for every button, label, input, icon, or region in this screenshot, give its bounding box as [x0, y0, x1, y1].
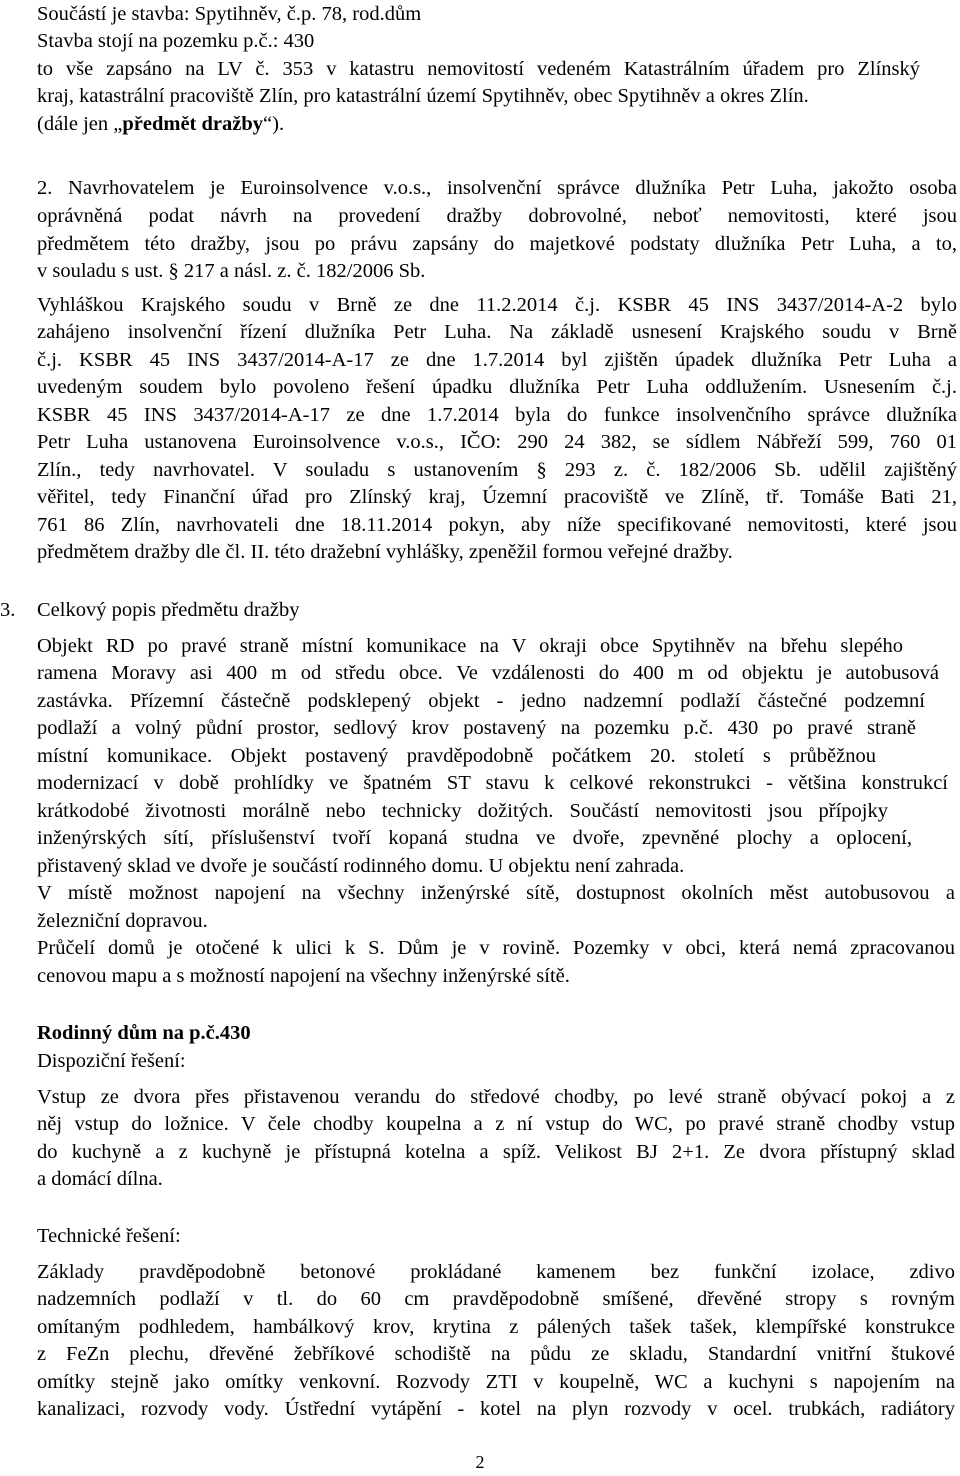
technical-label: Technické řešení:: [37, 1225, 181, 1247]
section2-line: v souladu s ust. § 217 a násl. z. č. 182/2006 Sb.: [37, 260, 426, 282]
intro-line-4: kraj, katastrální pracoviště Zlín, pro katastrální území Spytihněv, obec Spytihněv a okres Zlín.: [37, 85, 809, 107]
section2-line: KSBR 45 INS 3437/2014-A-17 ze dne 1.7.2014 byla do funkce insolvenčního správce dlužníka: [37, 404, 957, 426]
section3-line: železniční dopravou.: [37, 910, 208, 932]
section2-line: č.j. KSBR 45 INS 3437/2014-A-17 ze dne 1.7.2014 byl zjištěn úpadek dlužníka Petr Luha a: [37, 349, 957, 371]
intro-line-3: to vše zapsáno na LV č. 353 v katastru nemovitostí vedeném Katastrálním úřadem pro Zlínský: [37, 58, 920, 80]
section2-line: 2. Navrhovatelem je Euroinsolvence v.o.s., insolvenční správce dlužníka Petr Luha, jakožto osoba: [37, 177, 957, 199]
section3-line: přistavený sklad ve dvoře je součástí rodinného domu. U objektu není zahrada.: [37, 855, 685, 877]
section3-line: místní komunikace. Objekt postavený pravděpodobně počátkem 20. století s průběžnou: [37, 745, 876, 767]
section2-line: Vyhláškou Krajského soudu v Brně ze dne 11.2.2014 č.j. KSBR 45 INS 3437/2014-A-2 bylo: [37, 294, 957, 316]
section3-line: ramena Moravy asi 400 m od středu obce. Ve vzdálenosti do 400 m od objektu je autobusová: [37, 662, 939, 684]
section2-line: věřitel, tedy Finanční úřad pro Zlínský kraj, Územní pracoviště ve Zlíně, tř. Tomáše Bati 21,: [37, 486, 957, 508]
intro-line-2: Stavba stojí na pozemku p.č.: 430: [37, 30, 315, 52]
page-number: 2: [475, 1452, 485, 1472]
intro-line-5-suffix: “).: [263, 113, 285, 135]
section2-line: uvedeným soudem bylo povoleno řešení úpadku dlužníka Petr Luha oddlužením. Usnesením č.j.: [37, 376, 957, 398]
section2-line: 761 86 Zlín, navrhovateli dne 18.11.2014 pokyn, aby níže specifikované nemovitosti, které jsou: [37, 514, 957, 536]
disposition-line: a domácí dílna.: [37, 1168, 163, 1190]
technical-line: omítky stejně jako omítky venkovní. Rozvody ZTI v koupelně, WC a kuchyni s napojením na: [37, 1371, 955, 1393]
section3-line: V místě možnost napojení na všechny inženýrské sítě, dostupnost okolních měst autobusovou a: [37, 882, 955, 904]
section3-line: krátkodobé životnosti morálně nebo technicky dožitých. Součástí nemovitosti jsou přípojky: [37, 800, 888, 822]
intro-line-1: Součástí je stavba: Spytihněv, č.p. 78, rod.dům: [37, 3, 422, 25]
section3-number: 3.: [0, 599, 16, 621]
section3-line: modernizací v době prohlídky ve špatném ST stavu k celkové rekonstrukci - většina konstrukcí: [37, 772, 948, 794]
section2-line: předmětem dražby dle čl. II. této dražební vyhlášky, zpeněžil formou veřejné dražby.: [37, 541, 733, 563]
section3-heading: Celkový popis předmětu dražby: [37, 599, 300, 621]
house-title: Rodinný dům na p.č.430: [37, 1022, 251, 1044]
disposition-line: něj vstup do ložnice. V čele chodby koupelna a z ní vstup do WC, po pravé straně chodby vstup: [37, 1113, 955, 1135]
disposition-line: do kuchyně a z kuchyně je přístupná kotelna a spíž. Velikost BJ 2+1. Ze dvora přístupný sklad: [37, 1141, 955, 1163]
disposition-line: Vstup ze dvora přes přistavenou verandu do středové chodby, po levé straně obývací pokoj a z: [37, 1086, 955, 1108]
technical-line: kanalizaci, rozvody vody. Ústřední vytápění - kotel na plyn rozvody v ocel. trubkách, radiátory: [37, 1398, 955, 1420]
section3-line: inženýrských sítí, příslušenství tvoří kopaná studna ve dvoře, zpevněné plochy a oplocení,: [37, 827, 912, 849]
section3-line: Průčelí domů je otočené k ulici k S. Dům je v rovině. Pozemky v obci, která nemá zpracovanou: [37, 937, 955, 959]
technical-line: omítaným podhledem, hambálkový krov, krytina z pálených tašek tašek, klempířské konstrukce: [37, 1316, 955, 1338]
subject-term: předmět dražby: [122, 113, 264, 135]
technical-line: nadzemních podlaží v tl. do 60 cm pravděpodobně smíšené, dřevěné stropy s rovným: [37, 1288, 955, 1310]
technical-line: Základy pravděpodobně betonové prokládané kamenem bez funkční izolace, zdivo: [37, 1261, 955, 1283]
technical-line: z FeZn plechu, dřevěné žebříkové schodiště na půdu ze skladu, Standardní vnitřní štukové: [37, 1343, 955, 1365]
section2-line: Petr Luha ustanovena Euroinsolvence v.o.s., IČO: 290 24 382, se sídlem Nábřeží 599, 760 01: [37, 431, 957, 453]
section3-line: Objekt RD po pravé straně místní komunikace na V okraji obce Spytihněv na břehu slepého: [37, 635, 903, 657]
intro-line-5: [37, 111, 284, 138]
section3-line: zastávka. Přízemní částečně podsklepený objekt - jedno nadzemní podlaží částečné podzemní: [37, 690, 925, 712]
section2-line: Zlín., tedy navrhovatel. V souladu s ustanovením § 293 z. č. 182/2006 Sb. udělil zajištěný: [37, 459, 957, 481]
section2-line: zahájeno insolvenční řízení dlužníka Petr Luha. Na základě usnesení Krajského soudu v Brně: [37, 321, 957, 343]
section2-line: předmětem této dražby, jsou po právu zapsány do majetkové podstaty dlužníka Petr Luha, a to,: [37, 233, 957, 255]
intro-line-5-prefix: (dále jen „: [37, 113, 123, 135]
section3-line: cenovou mapu a s možností napojení na všechny inženýrské sítě.: [37, 965, 570, 987]
section2-line: oprávněná podat návrh na provedení dražby dobrovolné, neboť nemovitosti, které jsou: [37, 205, 957, 227]
disposition-label: Dispoziční řešení:: [37, 1050, 186, 1072]
section3-line: podlaží a volný půdní prostor, sedlový krov postavený na pozemku p.č. 430 po pravé straně: [37, 717, 916, 739]
